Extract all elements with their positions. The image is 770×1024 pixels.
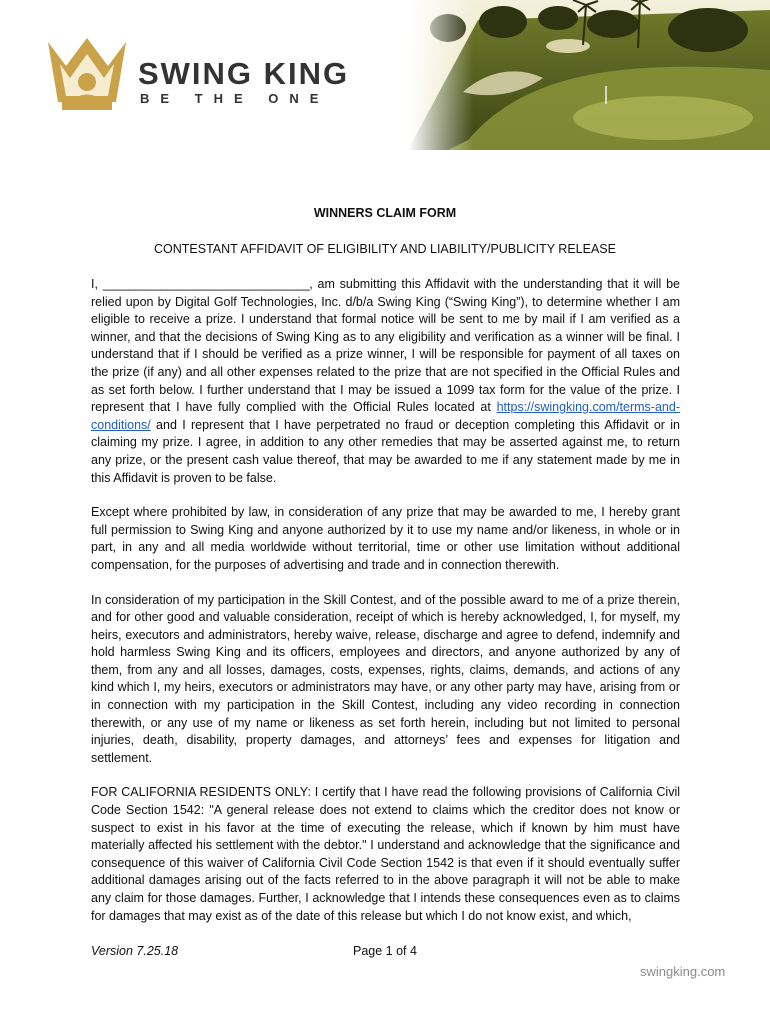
- form-title: WINNERS CLAIM FORM: [313, 206, 457, 220]
- version-label: Version 7.25.18: [91, 944, 179, 958]
- golf-course-header-photo: [408, 0, 770, 150]
- release-paragraph: In consideration of my participation in the Skill Contest, and of the possible award to me of a prize therein, and for other good and valuable consideration, receipt of which is hereby acknowledged, I, for myself, my heirs, executors and administrators, hereby waive, release, discharge and agree to defend, indemnify and hold harmless Swing King and its officers, employees and directors, and anyone authorized by any of them, from any and all losses, damages, costs, expenses, rights, claims, demands, and actions of any kind which I, my heirs, executors or administrators may have, or any other party may have, arising from or in connection with my participation in the Skill Contest, including any video recording in connection therewith, or any use of my name or likeness as set forth herein, including but not limited to personal injuries, death, disability, property damages, and attorneys’ fees and expenses for litigation and settlement.: [91, 592, 680, 765]
- brand-name: SWING KING: [138, 56, 350, 91]
- page-number: Page 1 of 4: [353, 944, 417, 958]
- p1-start: I,: [91, 277, 103, 291]
- name-blank-field[interactable]: ________________________________: [102, 277, 310, 291]
- form-subtitle: CONTESTANT AFFIDAVIT OF ELIGIBILITY AND LIABILITY/PUBLICITY RELEASE: [154, 242, 616, 256]
- terms-link[interactable]: https://swingking.com/terms-and-conditions/: [91, 400, 680, 432]
- california-paragraph: FOR CALIFORNIA RESIDENTS ONLY: I certify that I have read the following provisions of California Civil Code Section 1542: "A general release does not extend to claims which the creditor does not know or suspect to exist in his favor at the time of executing the release, which if known by him must have materially affected his settlement with the debtor." I understand and acknowledge that the significance and consequence of this waiver of California Civil Code Section 1542 is that even if it should eventually suffer additional damages arising out of the facts referred to in the above paragraph it will not be able to make any claim for those damages. Further, I acknowledge that I intends these consequences even as to claims for damages that may exist as of the date of this release but which I do not know exist, and which,: [91, 785, 680, 923]
- brand-tagline: BE THE ONE: [140, 91, 330, 106]
- site-watermark: swingking.com: [640, 964, 726, 979]
- publicity-paragraph: Except where prohibited by law, in consideration of any prize that may be awarded to me, I hereby grant full permission to Swing King and anyone authorized by it to use my name and/or likeness, in whole or in part, in any and all media worldwide without territorial, time or other use limitation without additional compensation, for the purposes of advertising and trade and in connection therewith.: [91, 505, 680, 572]
- crown-logo-icon: [42, 36, 132, 116]
- eligibility-paragraph: [91, 276, 680, 487]
- affidavit-body: [91, 276, 680, 942]
- golf-course-illustration: [408, 0, 770, 150]
- p1-mid: , am submitting this Affidavit with the understanding that it will be relied upon by Digital Golf Technologies, Inc. d/b/a Swing King (“Swing King”), to determine whether I am eligible to receive a prize. I understand that formal notice will be sent to me by mail if I am verified as a winner, and that the decisions of Swing King as to any eligibility and verification as a winner will be final. I understand that if I should be verified as a prize winner, I will be responsible for payment of all taxes on the prize (if any) and all other expenses related to the prize that are not specified in the Official Rules and as set forth below. I further understand that I may be issued a 1099 tax form for the value of the prize. I represent that I have fully complied with the Official Rules located at: [91, 277, 680, 415]
- p1-end: and I represent that I have perpetrated no fraud or deception completing this Affidavit or in claiming my prize. I agree, in addition to any other remedies that may be asserted against me, to return any prize, or the present cash value thereof, that may be awarded to me if any statement made by me in this Affidavit is proven to be false.: [91, 417, 680, 485]
